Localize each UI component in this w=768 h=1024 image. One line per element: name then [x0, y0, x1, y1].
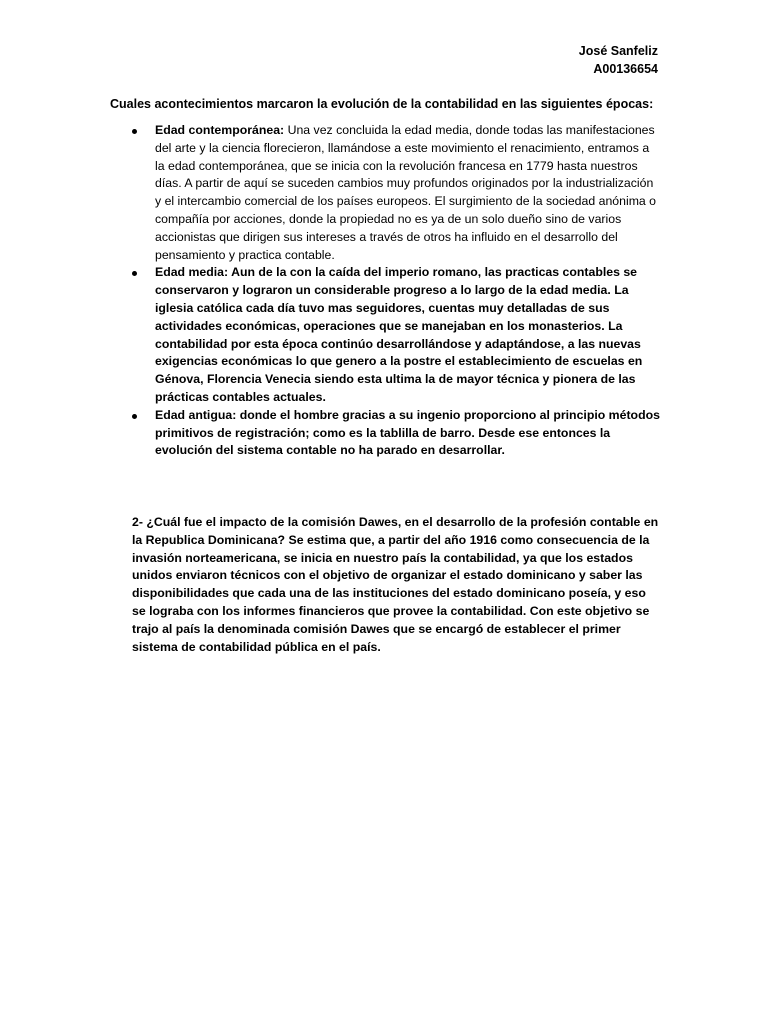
question-2-heading: 2- ¿Cuál fue el impacto de la comisión Dawes, en el desarrollo de la profesión contable en la Republica Dominicana? — [132, 515, 659, 547]
bullet-text: Aun de la con la caída del imperio romano, las practicas contables se conservaron y lograron un considerable progreso a lo largo de la edad media. La iglesia católica cada día tuvo mas seguidores, cuentas muy detalladas de sus actividades económicas, operaciones que se manejaban en los monasterios. La contabilidad por esta época continúo desarrollándose y adaptándose, a las nuevas exigencias económicas lo que genero a la postre el establecimiento de escuelas en Génova, Florencia Venecia siendo esta ultima la de mayor técnica y pionera de las prácticas contables actuales. — [155, 265, 643, 404]
bullet-dot-icon — [132, 271, 137, 276]
bullet-edad-media — [132, 264, 660, 406]
bullet-text: Una vez concluida la edad media, donde todas las manifestaciones del arte y la ciencia florecieron, llamándose a este movimiento el renacimiento, entramos a la edad contemporánea, que se inicia con la revolución francesa en 1779 hasta nuestros días. A partir de aquí se suceden cambios muy profundos originados por la industrialización y el intercambio comercial de los países europeos. El surgimiento de la sociedad anónima o compañía por acciones, donde la propiedad no es ya de un solo dueño sino de varios accionistas que dirigen sus intereses a través de otros ha influido en el desarrollo del pensamiento y practica contable. — [155, 123, 657, 262]
bullet-dot-icon — [132, 414, 137, 419]
epochs-bullet-list — [132, 122, 660, 460]
question-2-paragraph — [132, 514, 660, 656]
bullet-term: Edad antigua: — [155, 407, 237, 422]
bullet-text: donde el hombre gracias a su ingenio proporciono al principio métodos primitivos de registración; como es la tablilla de barro. Desde ese entonces la evolución del sistema contable no ha parado en desarrollar. — [155, 407, 660, 458]
author-header — [579, 42, 658, 78]
question-2-answer: Se estima que, a partir del año 1916 como consecuencia de la invasión norteamericana, se inicia en nuestro país la contabilidad, ya que los estados unidos enviaron técnicos con el objetivo de organizar el estado dominicano y saber las disponibilidades que cada una de las instituciones del estado dominicano poseía, y eso se lograba con los informes financieros que provee la contabilidad. Con este objetivo se trajo al país la denominada comisión Dawes que se encargó de establecer el primer sistema de contabilidad pública en el país. — [132, 532, 650, 654]
bullet-dot-icon — [132, 129, 137, 134]
author-name: José Sanfeliz — [578, 44, 658, 58]
bullet-edad-antigua — [132, 407, 660, 460]
bullet-edad-contemporanea — [132, 122, 660, 264]
bullet-term: Edad contemporánea: — [155, 123, 285, 137]
student-id: A00136654 — [593, 62, 658, 76]
bullet-term: Edad media: — [155, 265, 229, 280]
question-1-heading: Cuales acontecimientos marcaron la evolución de la contabilidad en las siguientes épocas: — [110, 97, 654, 111]
